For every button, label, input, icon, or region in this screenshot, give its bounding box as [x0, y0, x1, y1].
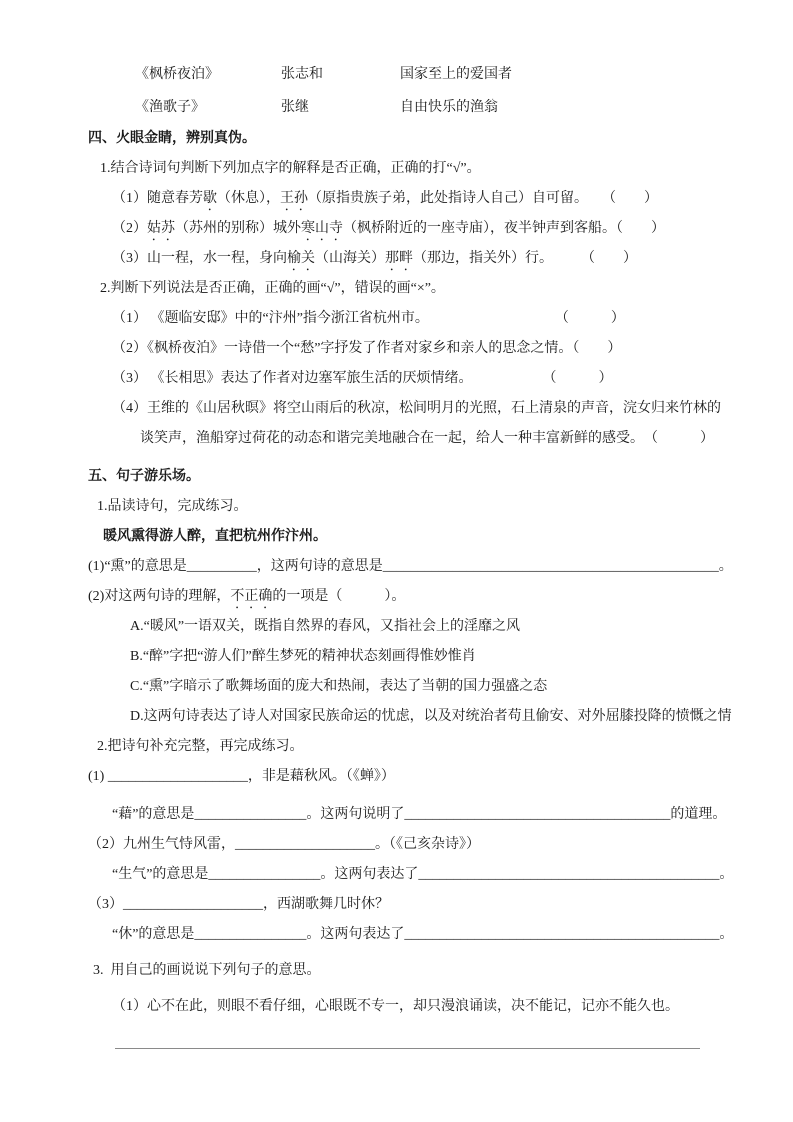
- s5-q2-item2-blank: “生气”的意思是________________。这两句表达了___________________________________________。: [112, 867, 734, 882]
- s5-q1-lead: 1.品读诗句，完成练习。: [97, 499, 248, 514]
- poem-author: 张志和: [281, 67, 323, 82]
- s5-q2-item3-blank: “休”的意思是________________。这两句表达了_____________________________________________。: [112, 927, 734, 942]
- s4-q2-item-4-line1: （4）王维的《山居秋暝》将空山雨后的秋凉，松间明月的光照，石上清泉的声音，浣女归来竹林的: [112, 401, 721, 416]
- s5-q1-option-c: C.“熏”字暗示了歌舞场面的庞大和热闹，表达了当朝的国力强盛之态: [130, 679, 548, 694]
- s5-q1-blank-line: (1)“熏”的意思是__________，这两句诗的意思是________________________________________________。: [88, 559, 733, 574]
- s4-q2-item-1: （1） 《题临安邸》中的“汴州”指今浙江省杭州市。 （ ）: [112, 311, 625, 326]
- s4-q2-item-4-line2: 谈笑声，渔船穿过荷花的动态和谐完美地融合在一起，给人一种丰富新鲜的感受。 （ ）: [140, 431, 714, 446]
- s4-q2-lead: 2.判断下列说法是否正确，正确的画“√”，错误的画“×”。: [100, 281, 445, 296]
- section4-heading: 四、火眼金睛，辨别真伪。: [88, 131, 256, 146]
- s5-q2-item1-blank: “藉”的意思是________________。这两句说明了______________________________________的道理。: [112, 807, 727, 822]
- s5-q3-lead: 3. 用自己的画说说下列句子的意思。: [93, 963, 321, 978]
- match-row-2: [135, 91, 793, 124]
- s5-q1-poem: 暖风熏得游人醉，直把杭州作汴州。: [103, 529, 327, 544]
- poem-title: 《渔歌子》: [135, 100, 205, 115]
- s5-q1-choice-lead: (2)对这两句诗的理解，不正确的一项是（ ）。: [88, 589, 406, 604]
- s4-q1-item-3: （3）山一程，水一程，身向榆关（山海关）那畔（那边，指关外）行。 （ ）: [112, 251, 637, 266]
- s5-q3-item: （1）心不在此，则眼不看仔细，心眼既不专一，却只漫浪诵读，决不能记，记亦不能久也。: [112, 999, 679, 1014]
- s5-q2-item2-verse: （2）九州生气恃风雷，____________________。（《己亥杂诗》）: [88, 837, 480, 852]
- s4-q1-item-2: （2）姑苏（苏州的别称）城外寒山寺（枫桥附近的一座寺庙），夜半钟声到客船。（ ）: [112, 221, 665, 236]
- s5-q2-item1-verse: (1) ____________________，非是藉秋风。（《蝉》）: [88, 769, 395, 784]
- s5-q1-option-b: B.“醉”字把“游人们”醉生梦死的精神状态刻画得惟妙惟肖: [130, 649, 476, 664]
- poem-author: 张继: [281, 100, 309, 115]
- s5-q2-item3-verse: （3）____________________，西湖歌舞几时休？: [88, 897, 389, 912]
- answer-line: [115, 1048, 700, 1049]
- s4-q1-item-1: （1）随意春芳歇（休息），王孙（原指贵族子弟，此处指诗人自己）自可留。 （ ）: [112, 191, 658, 206]
- s5-q1-option-a: A.“暖风”一语双关，既指自然界的春风，又指社会上的淫靡之风: [130, 619, 521, 634]
- poem-description: 国家至上的爱国者: [400, 67, 512, 82]
- poem-description: 自由快乐的渔翁: [400, 100, 498, 115]
- poem-title: 《枫桥夜泊》: [135, 67, 219, 82]
- match-row-1: [135, 58, 793, 91]
- s4-q2-item-2: （2）《枫桥夜泊》一诗借一个“愁”字抒发了作者对家乡和亲人的思念之情。（ ）: [112, 341, 622, 356]
- s4-q1-lead: 1.结合诗词句判断下列加点字的解释是否正确，正确的打“√”。: [100, 161, 481, 176]
- s5-q1-option-d: D.这两句诗表达了诗人对国家民族命运的忧虑，以及对统治者苟且偷安、对外屈膝投降的愤慨之情: [130, 709, 732, 724]
- s5-q2-lead: 2.把诗句补充完整，再完成练习。: [97, 739, 304, 754]
- section5-heading: 五、句子游乐场。: [88, 469, 200, 484]
- s4-q2-item-3: （3） 《长相思》表达了作者对边塞军旅生活的厌烦情绪。 （ ）: [112, 371, 613, 386]
